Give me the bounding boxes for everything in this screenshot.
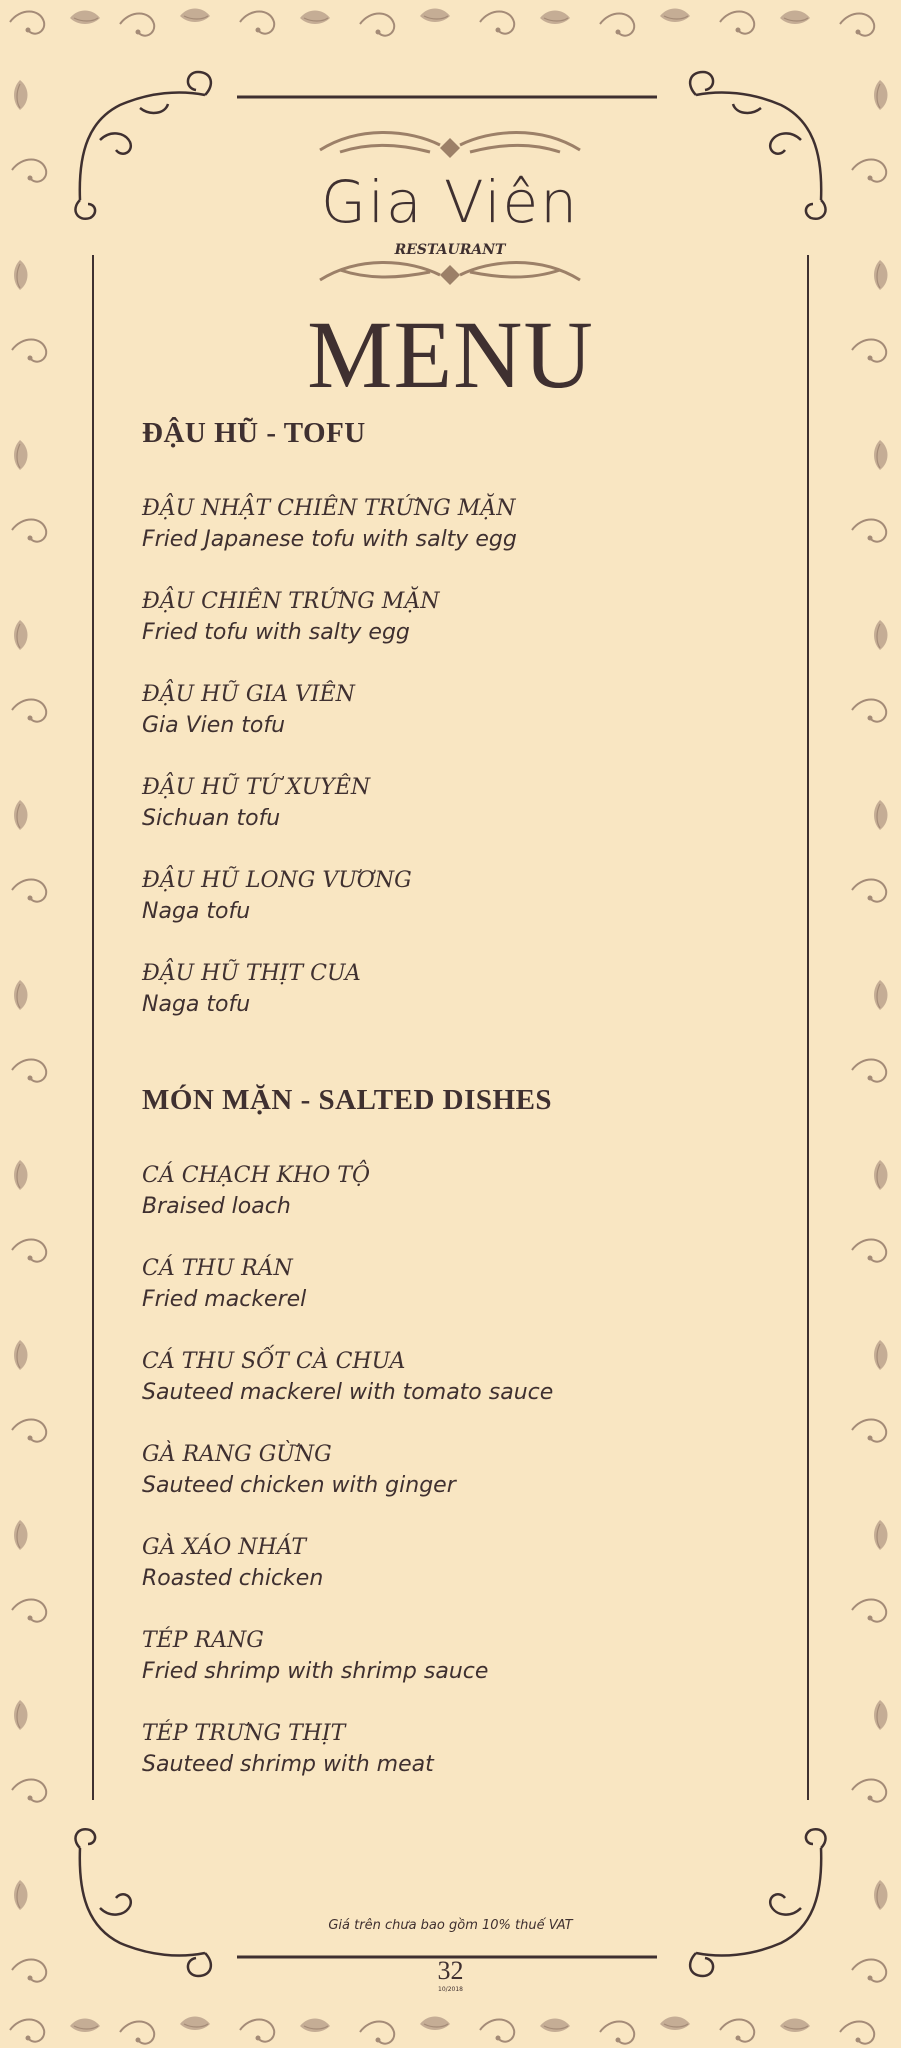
item-vn-name: ĐẬU HŨ GIA VIÊN	[142, 682, 355, 707]
item-en-name: Sauteed chicken with ginger	[142, 1473, 456, 1498]
menu-item	[142, 958, 782, 1020]
print-code: 10/2018	[438, 1986, 463, 1993]
item-en-name: Naga tofu	[142, 992, 251, 1017]
bottom-ornament-band	[10, 2017, 874, 2044]
page-title: MENU	[307, 301, 594, 408]
top-ornament-band	[10, 9, 874, 36]
item-en-name: Naga tofu	[142, 899, 251, 924]
item-vn-name: TÉP TRƯNG THỊT	[142, 1721, 346, 1746]
section-title-tofu: ĐẬU HŨ - TOFU	[142, 417, 366, 449]
item-en-name: Fried Japanese tofu with salty egg	[142, 527, 517, 552]
logo-subtitle: RESTAURANT	[394, 242, 506, 258]
menu-item	[142, 1718, 782, 1780]
item-en-name: Sauteed mackerel with tomato sauce	[142, 1380, 554, 1405]
item-en-name: Sauteed shrimp with meat	[142, 1752, 434, 1777]
section-title-salted-dishes: MÓN MẶN - SALTED DISHES	[142, 1084, 553, 1116]
menu-item	[142, 493, 782, 555]
item-vn-name: GÀ XÁO NHÁT	[142, 1535, 307, 1560]
item-vn-name: ĐẬU HŨ LONG VƯƠNG	[142, 868, 412, 893]
item-en-name: Gia Vien tofu	[142, 713, 286, 738]
item-en-name: Roasted chicken	[142, 1566, 324, 1591]
item-vn-name: CÁ THU RÁN	[142, 1256, 293, 1281]
item-vn-name: GÀ RANG GỪNG	[142, 1442, 332, 1467]
corner-flourish-top-right	[690, 72, 825, 219]
item-vn-name: ĐẬU NHẬT CHIÊN TRỨNG MẶN	[142, 496, 516, 521]
item-vn-name: CÁ CHẠCH KHO TỘ	[142, 1163, 370, 1188]
corner-flourish-bottom-right	[690, 1829, 825, 1976]
corner-flourish-bottom-left	[75, 1829, 210, 1976]
page-number: 32	[437, 1956, 464, 1985]
menu-item	[142, 1439, 782, 1501]
item-en-name: Sichuan tofu	[142, 806, 281, 831]
item-vn-name: ĐẬU CHIÊN TRỨNG MẶN	[142, 589, 440, 614]
logo-wordmark: Gia Viên	[321, 168, 579, 236]
item-en-name: Braised loach	[142, 1194, 291, 1219]
menu-item	[142, 1160, 782, 1222]
menu-item	[142, 865, 782, 927]
menu-item	[142, 1253, 782, 1315]
menu-item	[142, 1346, 782, 1408]
item-en-name: Fried mackerel	[142, 1287, 307, 1312]
item-vn-name: CÁ THU SỐT CÀ CHUA	[142, 1349, 406, 1374]
restaurant-logo	[300, 120, 600, 295]
menu-item	[142, 1532, 782, 1594]
item-vn-name: TÉP RANG	[142, 1628, 264, 1653]
item-en-name: Fried tofu with salty egg	[142, 620, 410, 645]
menu-item	[142, 679, 782, 741]
menu-item	[142, 1625, 782, 1687]
item-vn-name: ĐẬU HŨ TỨ XUYÊN	[142, 775, 371, 800]
menu-item	[142, 772, 782, 834]
menu-item	[142, 586, 782, 648]
vat-note: Giá trên chưa bao gồm 10% thuế VAT	[328, 1918, 573, 1933]
item-en-name: Fried shrimp with shrimp sauce	[142, 1659, 489, 1684]
item-vn-name: ĐẬU HŨ THỊT CUA	[142, 961, 361, 986]
corner-flourish-top-left	[75, 72, 210, 219]
